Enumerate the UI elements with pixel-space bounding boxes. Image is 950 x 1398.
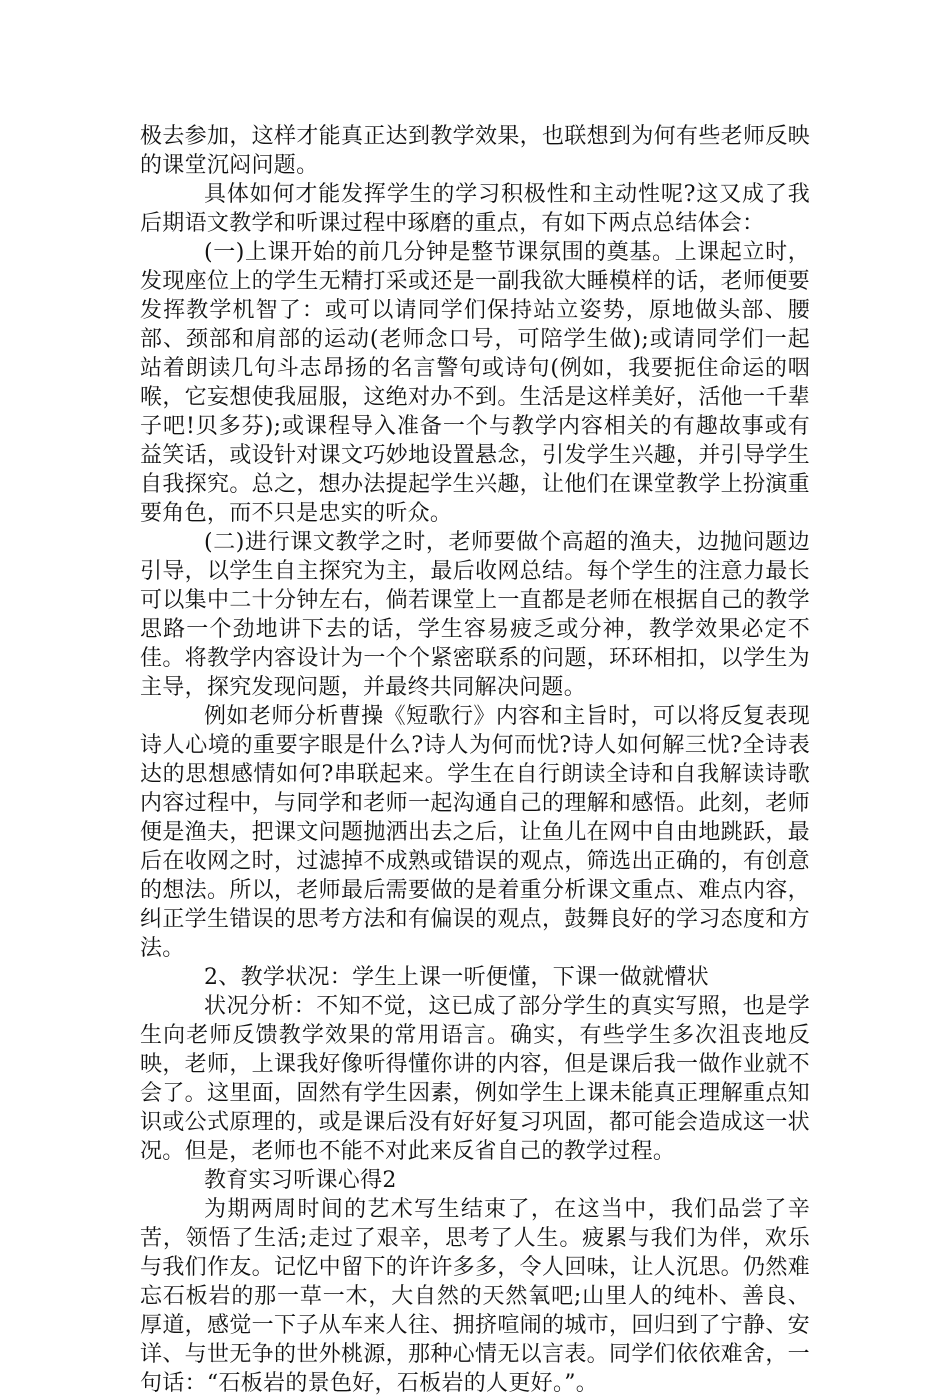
section-heading-teaching-status: 2、教学状况：学生上课一听便懂，下课一做就懵状 bbox=[204, 965, 709, 990]
document-page bbox=[140, 122, 810, 1398]
paragraph-continued: 极去参加，这样才能真正达到教学效果，也联想到为何有些老师反映的课堂沉闷问题。 bbox=[140, 124, 810, 178]
paragraph-status-analysis: 状况分析：不知不觉，这已成了部分学生的真实写照，也是学生向老师反馈教学效果的常用语言。确实，有些学生多次沮丧地反映，老师，上课我好像听得懂你讲的内容，但是课后我一做作业就不会了。这里面，固然有学生因素，例如学生上课未能真正理解重点知识或公式原理的，或是课后没有好好复习巩固，都可能会造成这一状况。但是，老师也不能不对此来反省自己的教学过程。 bbox=[140, 994, 810, 1164]
paragraph-point-one: (一)上课开始的前几分钟是整节课氛围的奠基。上课起立时，发现座位上的学生无精打采或还是一副我欲大睡模样的话，老师便要发挥教学机智了：或可以请同学们保持站立姿势，原地做头部、腰部、颈部和肩部的运动(老师念口号，可陪学生做);或请同学们一起站着朗读几句斗志昂扬的名言警句或诗句(例如，我要扼住命运的咽喉，它妄想使我屈服，这绝对办不到。生活是这样美好，活他一千辈子吧!贝多芬);或课程导入准备一个与教学内容相关的有趣故事或有益笑话，或设针对课文巧妙地设置悬念，引发学生兴趣，并引导学生自我探究。总之，想办法提起学生兴趣，让他们在课堂教学上扮演重要角色，而不只是忠实的听众。 bbox=[140, 240, 810, 526]
section-heading-essay-2: 教育实习听课心得2 bbox=[204, 1168, 397, 1193]
paragraph-example: 例如老师分析曹操《短歌行》内容和主旨时，可以将反复表现诗人心境的重要字眼是什么?诗人为何而忧?诗人如何解三忧?全诗表达的思想感情如何?串联起来。学生在自行朗读全诗和自我解读诗歌内容过程中，与同学和老师一起沟通自己的理解和感悟。此刻，老师便是渔夫，把课文问题抛洒出去之后，让鱼儿在网中自由地跳跃，最后在收网之时，过滤掉不成熟或错误的观点，筛选出正确的，有创意的想法。所以，老师最后需要做的是着重分析课文重点、难点内容，纠正学生错误的思考方法和有偏误的观点，鼓舞良好的学习态度和方法。 bbox=[140, 704, 810, 961]
paragraph-question: 具体如何才能发挥学生的学习积极性和主动性呢?这又成了我后期语文教学和听课过程中琢磨的重点，有如下两点总结体会： bbox=[140, 182, 810, 236]
paragraph-art-sketching: 为期两周时间的艺术写生结束了，在这当中，我们品尝了辛苦，领悟了生活;走过了艰辛，思考了人生。疲累与我们为伴，欢乐与我们作友。记忆中留下的许许多多，令人回味，让人沉思。仍然难忘石板岩的那一草一木，大自然的天然氧吧;山里人的纯朴、善良、厚道，感觉一下子从车来人往、拥挤喧闹的城市，回归到了宁静、安详、与世无争的世外桃源，那种心情无以言表。同学们依依难舍，一句话：“石板岩的景色好，石板岩的人更好。”。 bbox=[140, 1197, 810, 1396]
paragraph-point-two: (二)进行课文教学之时，老师要做个高超的渔夫，边抛问题边引导，以学生自主探究为主，最后收网总结。每个学生的注意力最长可以集中二十分钟左右，倘若课堂上一直都是老师在根据自己的教学思路一个劲地讲下去的话，学生容易疲乏或分神，教学效果必定不佳。将教学内容设计为一个个紧密联系的问题，环环相扣，以学生为主导，探究发现问题，并最终共同解决问题。 bbox=[140, 530, 810, 700]
